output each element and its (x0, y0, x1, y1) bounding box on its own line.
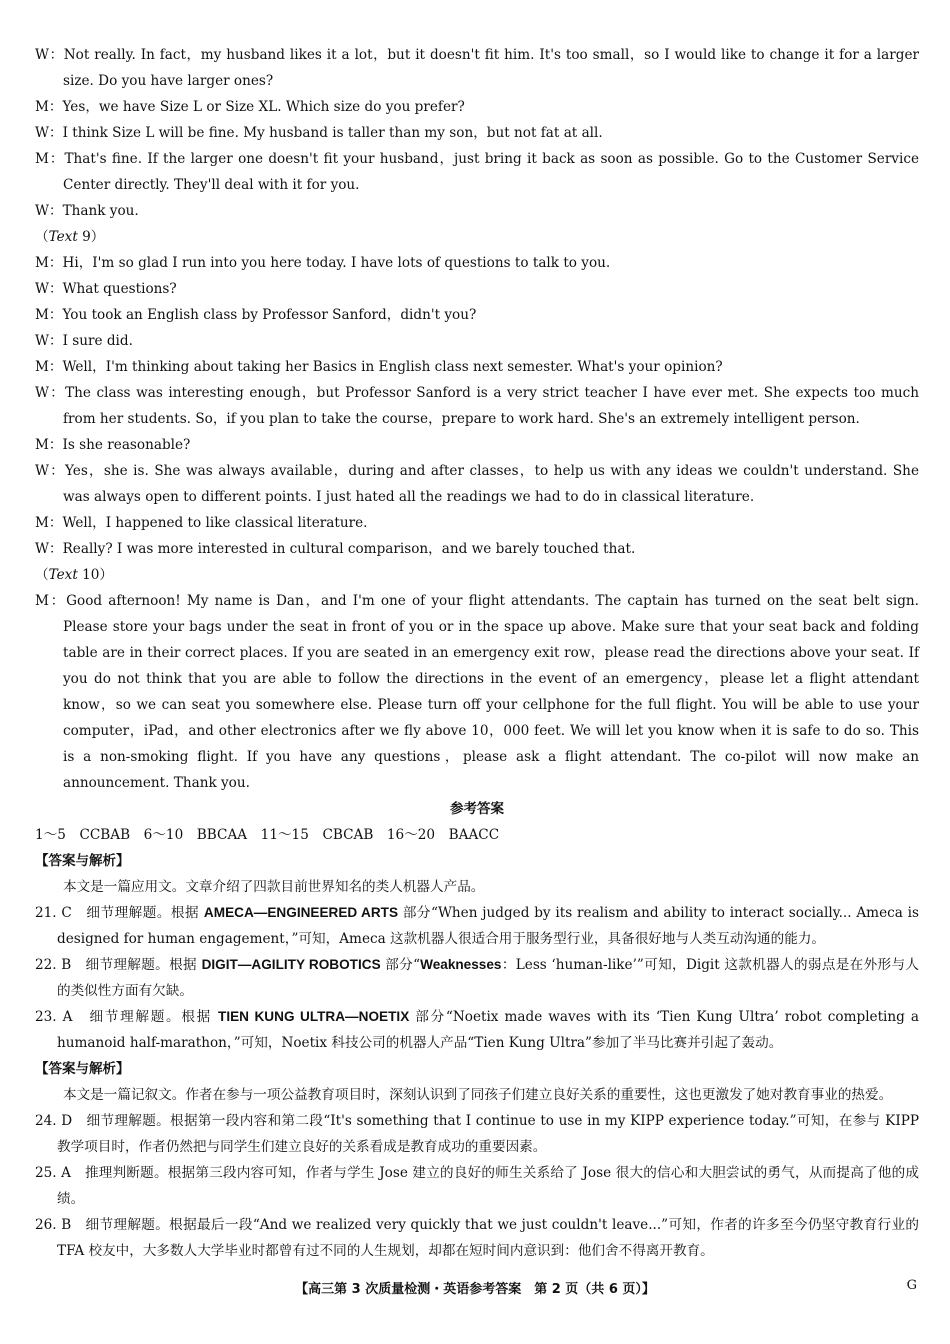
text-label-10: （Text 10） (35, 567, 113, 583)
explanation-24: 24. D 细节理解题。根据第一段内容和第二段“It's something that I continue to use in my KIPP experience today.”可知，在参与 KIPP 教学项目时，作者仍然把与同学生们建立良好的关系看成是教育成功的重要因素。 (35, 1113, 919, 1155)
section-heading: 【答案与解析】 (35, 853, 130, 869)
explanation-26: 26. B 细节理解题。根据最后一段“And we realized very quickly that we just couldn't leave...”可知，作者的许多至今仍坚守教育行业的 TFA 校友中，大多数人大学毕业时都曾有过不同的人生规划，却都在短时间内意识到：他们舍不得离开教育。 (35, 1217, 919, 1259)
passage-summary: 本文是一篇记叙文。作者在参与一项公益教育项目时，深刻认识到了同孩子们建立良好关系的重要性，这也更激发了她对教育事业的热爱。 (63, 1087, 893, 1103)
dialogue-line: W：What questions? (35, 281, 177, 297)
dialogue-line: W：I sure did. (35, 333, 133, 349)
answer-key: 1～5 CCBAB 6～10 BBCAA 11～15 CBCAB 16～20 BAACC (35, 827, 500, 843)
dialogue-line: W：Thank you. (35, 203, 139, 219)
dialogue-line: W：Really? I was more interested in cultural comparison，and we barely touched that. (35, 541, 636, 557)
explanation-23: 23. A 细节理解题。根据 TIEN KUNG ULTRA—NOETIX 部分“Noetix made waves with its ‘Tien Kung Ultra’ robot completing a humanoid half-marathon，”可知，Noetix 科技公司的机器人产品“Tien Kung Ultra”参加了半马比赛并引起了轰动。 (35, 1009, 920, 1051)
text-label-9: （Text 9） (35, 229, 105, 245)
dialogue-line: W：Yes，she is. She was always available，during and after classes，to help us with any ideas we couldn't understand. She was always open to different points. I just hated all the readings we had to do in classical literature. (35, 463, 919, 505)
explanation-22: 22. B 细节理解题。根据 DIGIT—AGILITY ROBOTICS 部分“Weaknesses：Less ‘human-like’”可知，Digit 这款机器人的弱点是在外形与人的类似性方面有欠缺。 (35, 957, 919, 999)
page-footer: 【高三第 3 次质量检测・英语参考答案 第 2 页（共 6 页）】 (295, 1282, 655, 1297)
version-mark: G (906, 1278, 917, 1293)
dialogue-line: M：Yes，we have Size L or Size XL. Which size do you prefer? (35, 99, 465, 115)
dialogue-line: W：The class was interesting enough，but Professor Sanford is a very strict teacher I have ever met. She expects too much from her students. So，if you plan to take the course，prepare to work hard. She's an extremely intelligent person. (35, 385, 919, 427)
answers-title: 参考答案 (450, 801, 504, 817)
dialogue-line: M：Well，I'm thinking about taking her Basics in English class next semester. What's your opinion? (35, 359, 723, 375)
explanation-21: 21. C 细节理解题。根据 AMECA—ENGINEERED ARTS 部分“When judged by its realism and ability to interact socially... Ameca is designed for human engagement，”可知，Ameca 这款机器人很适合用于服务型行业，具备很好地与人类互动沟通的能力。 (35, 905, 919, 947)
dialogue-line: M：Is she reasonable? (35, 437, 191, 453)
explanation-25: 25. A 推理判断题。根据第三段内容可知，作者与学生 Jose 建立的良好的师生关系给了 Jose 很大的信心和大胆尝试的勇气，从而提高了他的成绩。 (35, 1165, 919, 1207)
dialogue-line: M：Good afternoon! My name is Dan，and I'm one of your flight attendants. The captain has turned on the seat belt sign. Please store your bags under the seat in front of you or in the space up above. Make sure that your seat back and folding table are in their correct places. If you are seated in an emergency exit row，please read the directions above your seat. If you do not think that you are able to follow the directions in the event of an emergency，please let a flight attendant know，so we can seat you somewhere else. Please turn off your cellphone for the full flight. You will be able to use your computer，iPad，and other electronics after we fly above 10，000 feet. We will let you know when it is safe to do so. This is a non-smoking flight. If you have any questions，please ask a flight attendant. The co-pilot will now make an announcement. Thank you. (35, 593, 919, 791)
dialogue-line: W：I think Size L will be fine. My husband is taller than my son，but not fat at all. (35, 125, 603, 141)
dialogue-line: M：That's fine. If the larger one doesn't fit your husband，just bring it back as soon as possible. Go to the Customer Service Center directly. They'll deal with it for you. (35, 151, 919, 193)
passage-summary: 本文是一篇应用文。文章介绍了四款目前世界知名的类人机器人产品。 (63, 879, 485, 895)
section-heading: 【答案与解析】 (35, 1061, 130, 1077)
dialogue-line: W：Not really. In fact，my husband likes it a lot，but it doesn't fit him. It's too small，so I would like to change it for a larger size. Do you have larger ones? (35, 47, 919, 89)
answer-document (35, 42, 919, 1264)
dialogue-line: M：Well，I happened to like classical literature. (35, 515, 368, 531)
dialogue-line: M：Hi，I'm so glad I run into you here today. I have lots of questions to talk to you. (35, 255, 611, 271)
dialogue-line: M：You took an English class by Professor Sanford，didn't you? (35, 307, 477, 323)
